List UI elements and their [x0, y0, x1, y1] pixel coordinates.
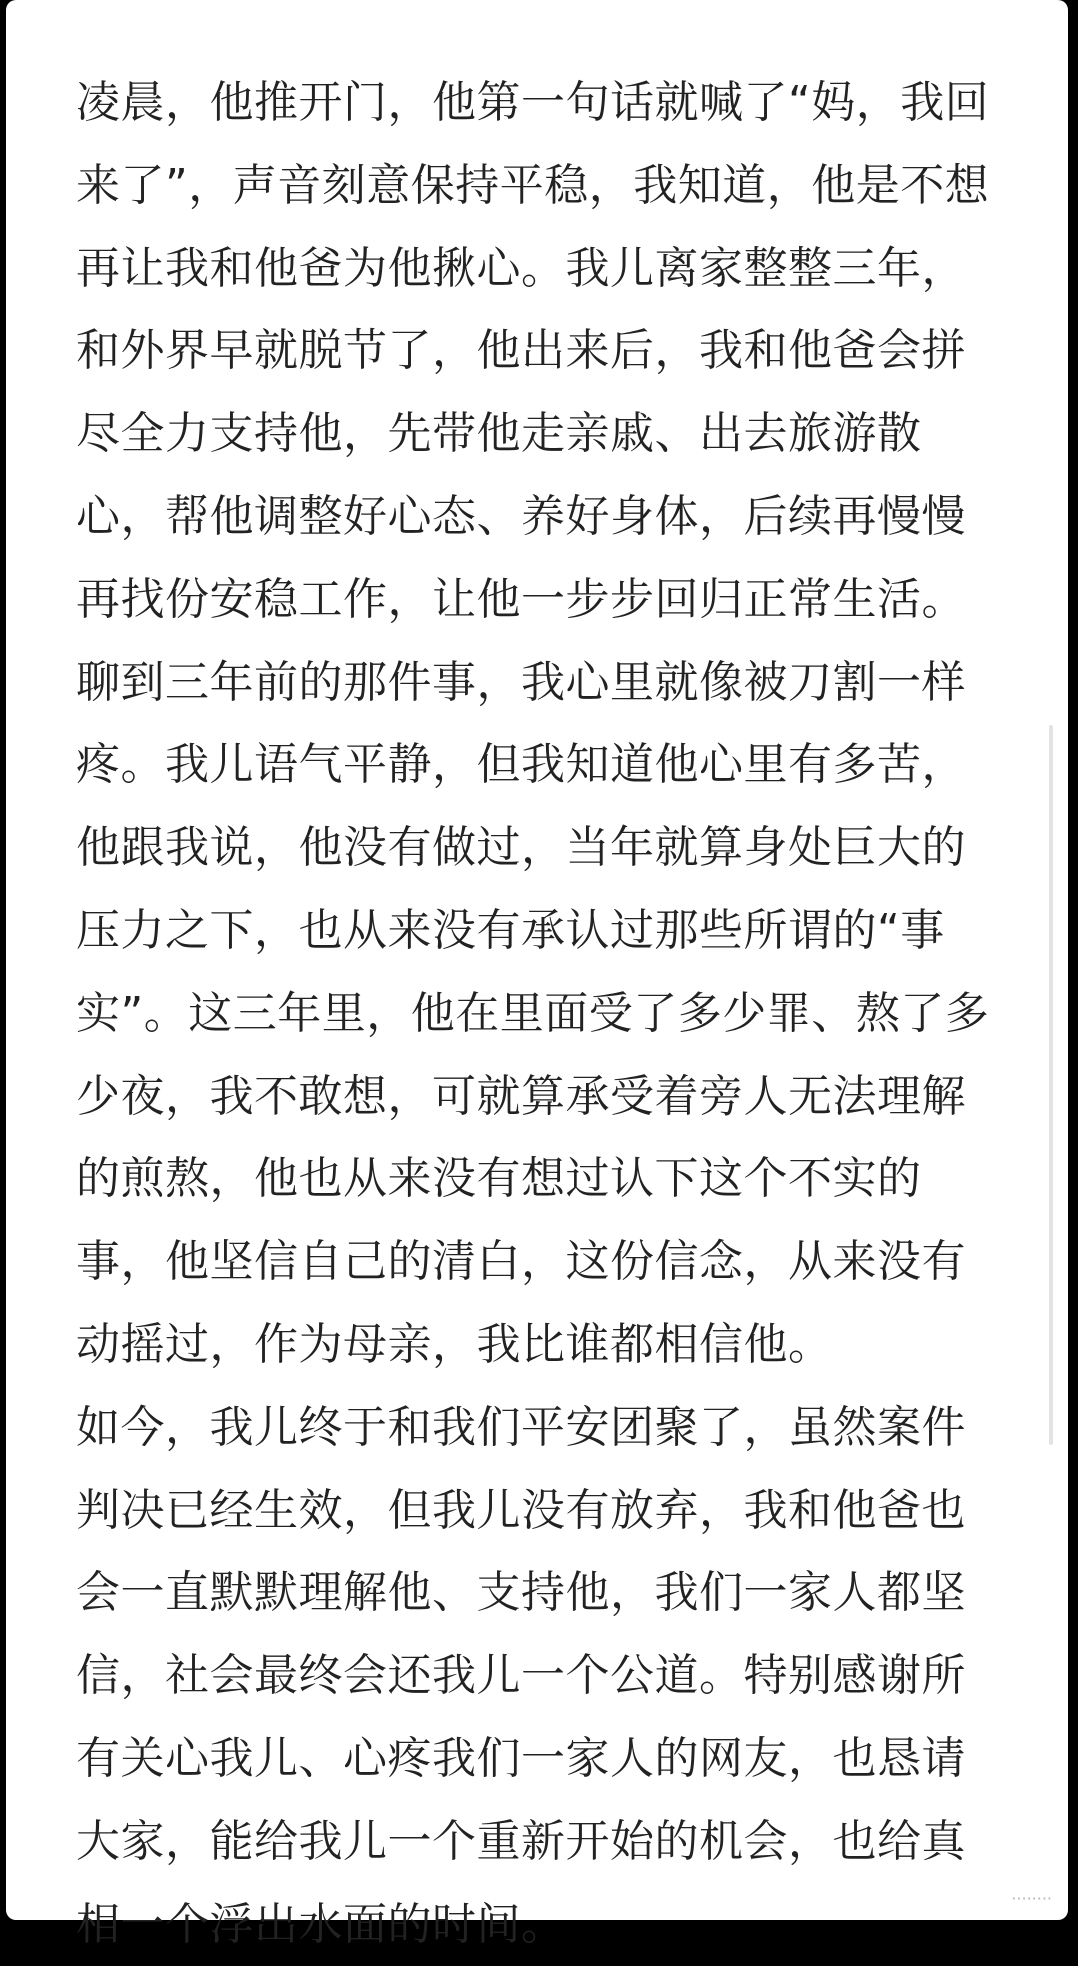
article-line-15: 事，他坚信自己的清白，这份信念，从来没有 — [76, 1236, 966, 1288]
article-line-4: 和外界早就脱节了，他出来后，我和他爸会拼 — [76, 325, 966, 377]
article-line-16: 动摇过，作为母亲，我比谁都相信他。 — [76, 1318, 833, 1370]
article-line-8: 聊到三年前的那件事，我心里就像被刀割一样 — [76, 656, 966, 708]
article-line-7: 再找份安稳工作，让他一步步回归正常生活。 — [76, 573, 966, 625]
article-line-23: 相一个浮出水面的时间。 — [76, 1898, 566, 1950]
article-line-12: 实”。这三年里，他在里面受了多少罪、熬了多 — [76, 987, 990, 1039]
article-line-9: 疼。我儿语气平静，但我知道他心里有多苦， — [76, 739, 966, 791]
article-line-22: 大家，能给我儿一个重新开始的机会，也给真 — [76, 1815, 966, 1867]
scrollbar[interactable] — [1049, 725, 1053, 1445]
article-line-14: 的煎熬，他也从来没有想过认下这个不实的 — [76, 1153, 922, 1205]
article-line-21: 有关心我儿、心疼我们一家人的网友，也恳请 — [76, 1732, 966, 1784]
article-line-10: 他跟我说，他没有做过，当年就算身处巨大的 — [76, 822, 966, 874]
article-card — [6, 0, 1068, 1950]
article-line-13: 少夜，我不敢想，可就算承受着旁人无法理解 — [76, 1070, 966, 1122]
article-line-20: 信，社会最终会还我儿一个公道。特别感谢所 — [76, 1650, 966, 1702]
article-line-6: 心，帮他调整好心态、养好身体，后续再慢慢 — [76, 490, 966, 542]
article-line-2: 来了”，声音刻意保持平稳，我知道，他是不想 — [76, 159, 990, 211]
article-line-17: 如今，我儿终于和我们平安团聚了，虽然案件 — [76, 1401, 966, 1453]
article-line-19: 会一直默默理解他、支持他，我们一家人都坚 — [76, 1567, 966, 1619]
watermark-text: ········ — [1011, 1889, 1052, 1908]
article-text — [76, 62, 1016, 1966]
article-line-1: 凌晨，他推开门，他第一句话就喊了“妈，我回 — [76, 77, 990, 128]
article-line-5: 尽全力支持他，先带他走亲戚、出去旅游散 — [76, 408, 922, 460]
watermark — [1011, 1889, 1052, 1908]
article-line-3: 再让我和他爸为他揪心。我儿离家整整三年， — [76, 242, 966, 294]
article-line-18: 判决已经生效，但我儿没有放弃，我和他爸也 — [76, 1484, 966, 1536]
article-line-11: 压力之下，也从来没有承认过那些所谓的“事 — [76, 904, 945, 956]
